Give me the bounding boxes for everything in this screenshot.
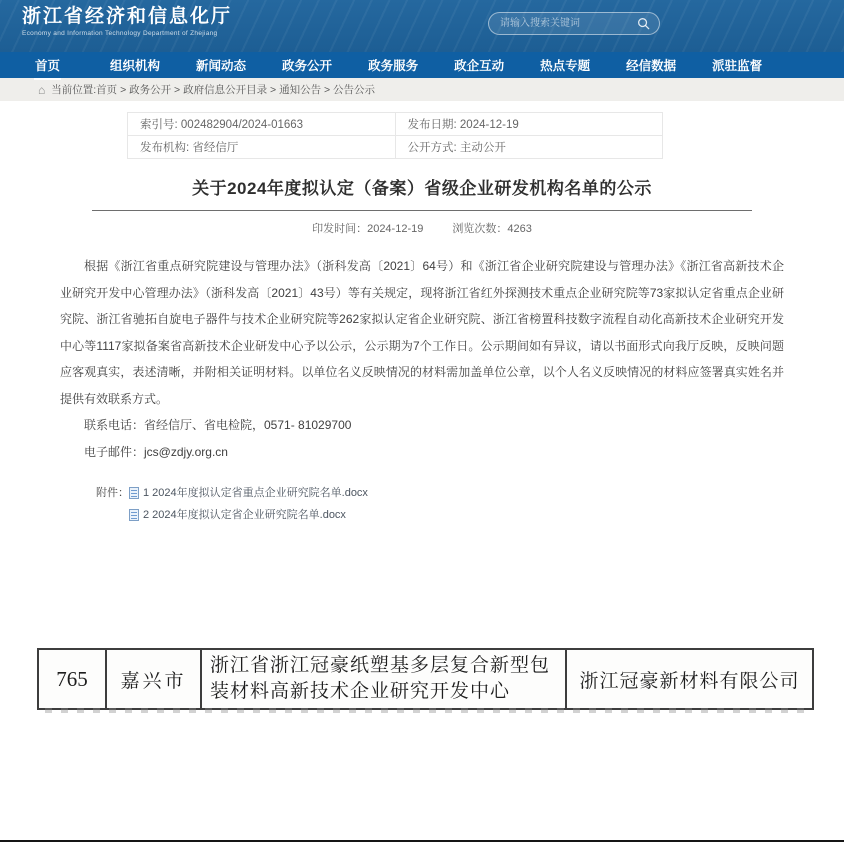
docx-file-icon — [129, 509, 139, 521]
screenshot-bottom-border — [0, 840, 844, 842]
attachments-list — [129, 482, 368, 526]
breadcrumb-text[interactable]: 当前位置:首页 > 政务公开 > 政府信息公开目录 > 通知公告 > 公告公示 — [51, 84, 376, 96]
table-row — [38, 649, 813, 709]
info-date-value: 2024-12-19 — [459, 119, 519, 131]
attachments-label: 附件： — [96, 487, 129, 499]
info-date — [395, 113, 663, 136]
search-input[interactable] — [498, 17, 637, 30]
row-number-cell: 765 — [38, 649, 106, 709]
nav-item-supervision[interactable]: 派驻监督 — [712, 59, 763, 73]
nav-item-gov-services[interactable]: 政务服务 — [368, 59, 419, 73]
breadcrumb — [0, 78, 844, 101]
nav-item-news[interactable]: 新闻动态 — [196, 59, 247, 73]
article-meta — [0, 220, 844, 236]
attachment-link-2[interactable] — [129, 504, 368, 526]
article-paragraph: 根据《浙江省重点研究院建设与管理办法》（浙科发高〔2021〕64号）和《浙江省企业研究院建设与管理办法》《浙江省高新技术企业研究开发中心管理办法》（浙科发高〔2021〕43号）等有关规定，现将浙江省红外探测技术重点企业研究院等73家拟认定省重点企业研究院、浙江省驰拓自旋电子器件与技术企业研究院等262家拟认定省企业研究院、浙江省榜置科技数字流程自动化高新技术企业研究开发中心等1117家拟备案省高新技术企业研发中心予以公示，公示期为7个工作日。公示期间如有异议，请以书面形式向我厅反映，反映问题应客观真实，表述清晰，并附相关证明材料。以单位名义反映情况的材料需加盖单位公章，以个人名义反映情况的材料应签署真实姓名并提供有效联系方式。 — [60, 259, 784, 406]
info-org — [128, 136, 396, 159]
info-method — [395, 136, 663, 159]
nav-item-home[interactable]: 首页 — [35, 56, 60, 74]
article-body — [60, 253, 784, 465]
docx-file-icon — [129, 487, 139, 499]
company-name-cell: 浙江冠豪新材料有限公司 — [566, 649, 813, 709]
nav-item-hot-topics[interactable]: 热点专题 — [540, 59, 591, 73]
print-time-label: 印发时间： — [312, 223, 368, 235]
title-divider — [92, 210, 752, 211]
next-row-faint-remnant — [45, 708, 805, 713]
attachment-link-text[interactable]: 1 2024年度拟认定省重点企业研究院名单.docx — [143, 487, 368, 499]
print-time — [312, 220, 423, 236]
rd-center-list-table — [37, 648, 814, 710]
table-row — [128, 113, 663, 136]
contact-phone: 联系电话：省经信厅、省电检院，0571- 81029700 — [84, 418, 352, 432]
document-info-table — [127, 112, 663, 159]
info-method-label: 公开方式: — [407, 142, 457, 154]
site-title: 浙江省经济和信息化厅 — [22, 6, 233, 27]
attachment-link-1[interactable] — [129, 482, 368, 504]
info-index-label: 索引号: — [140, 119, 178, 131]
main-nav — [0, 52, 844, 78]
table-row — [128, 136, 663, 159]
nav-item-gov-enterprise[interactable]: 政企互动 — [454, 59, 505, 73]
search-box[interactable] — [488, 12, 660, 35]
rd-center-name-cell: 浙江省浙江冠豪纸塑基多层复合新型包装材料高新技术企业研究开发中心 — [201, 649, 566, 709]
nav-item-organization[interactable]: 组织机构 — [110, 59, 161, 73]
info-org-label: 发布机构: — [140, 142, 190, 154]
search-icon[interactable] — [637, 17, 650, 30]
view-count — [452, 220, 531, 236]
site-subtitle: Economy and Information Technology Department of Zhejiang — [22, 30, 218, 37]
info-index — [128, 113, 396, 136]
home-icon: ⌂ — [38, 82, 46, 97]
info-date-label: 发布日期: — [407, 119, 457, 131]
view-count-label: 浏览次数： — [452, 223, 508, 235]
page-title: 关于2024年度拟认定（备案）省级企业研发机构名单的公示 — [192, 179, 652, 198]
info-method-value: 主动公开 — [459, 142, 506, 154]
nav-item-data[interactable]: 经信数据 — [626, 59, 677, 73]
nav-item-gov-affairs-open[interactable]: 政务公开 — [282, 59, 333, 73]
view-count-value: 4263 — [507, 223, 532, 235]
info-org-value: 省经信厅 — [192, 142, 239, 154]
attachment-link-text[interactable]: 2 2024年度拟认定省企业研究院名单.docx — [143, 509, 346, 521]
info-index-value: 002482904/2024-01663 — [180, 119, 304, 131]
print-time-value: 2024-12-19 — [367, 223, 424, 235]
site-header — [0, 0, 844, 52]
attachments-section — [96, 482, 844, 526]
site-logo — [22, 6, 232, 37]
city-cell: 嘉兴市 — [106, 649, 201, 709]
contact-email: 电子邮件：jcs@zdjy.org.cn — [84, 444, 228, 459]
